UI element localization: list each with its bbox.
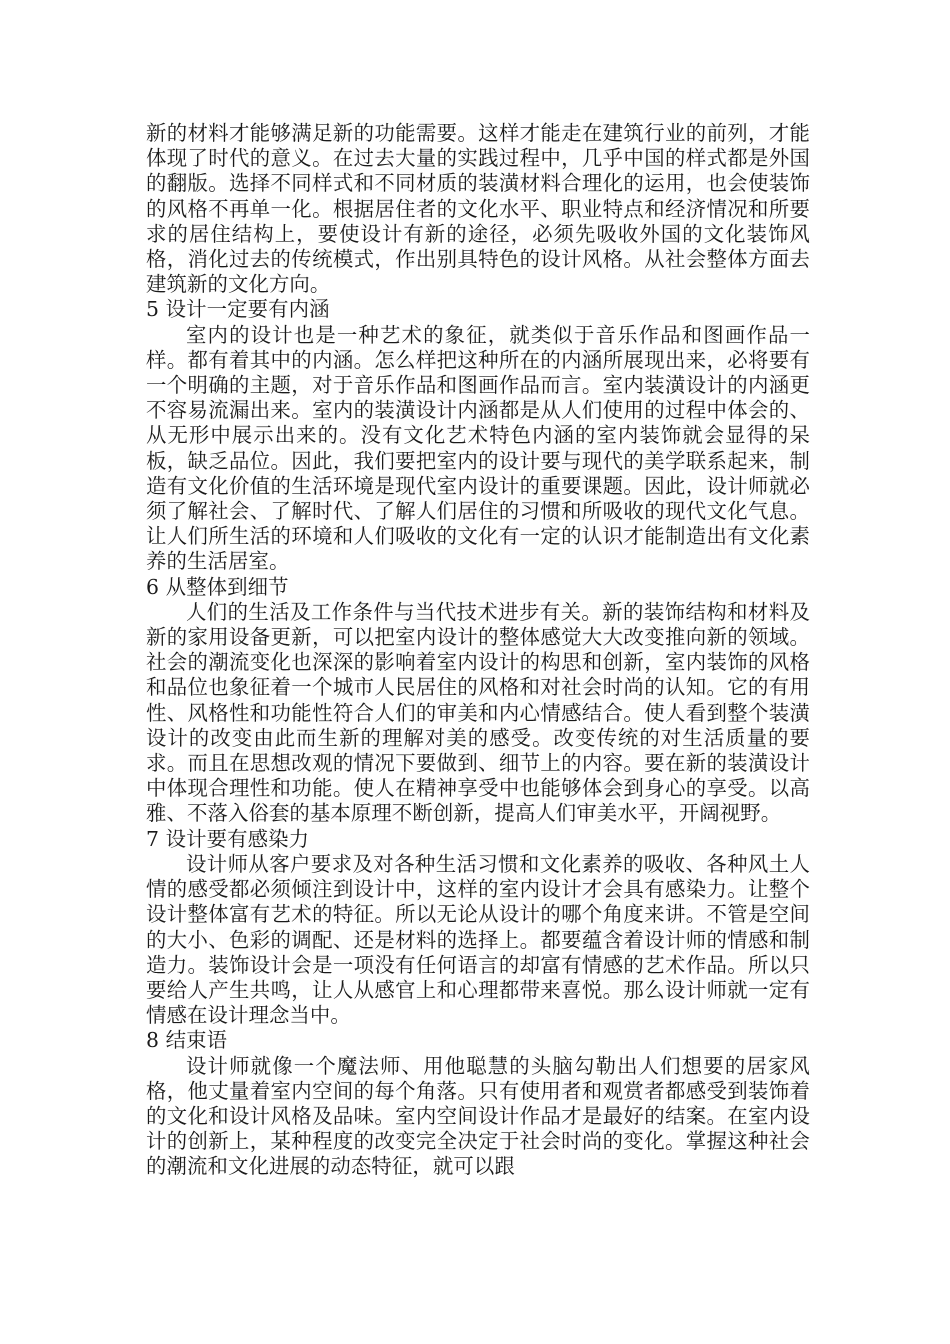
body-paragraph: 人们的生活及工作条件与当代技术进步有关。新的装饰结构和材料及新的家用设备更新，可以把室内设计的整体感觉大大改变推向新的领域。社会的潮流变化也深深的影响着室内设计的构思和创新，室内装饰的风格和品位也象征着一个城市人民居住的风格和对社会时尚的认知。它的有用性、风格性和功能性符合人们的审美和内心情感结合。使人看到整个装潢设计的改变由此而生新的理解对美的感受。改变传统的对生活质量的要求。而且在思想改观的情况下要做到、细节上的内容。要在新的装潢设计中体现合理性和功能。使人在精神享受中也能够体会到身心的享受。以高雅、不落入俗套的基本原理不断创新，提高人们审美水平，开阔视野。 <box>146 599 810 826</box>
body-paragraph: 室内的设计也是一种艺术的象征，就类似于音乐作品和图画作品一样。都有着其中的内涵。怎么样把这种所在的内涵所展现出来，必将要有一个明确的主题，对于音乐作品和图画作品而言。室内装潢设计的内涵更不容易流漏出来。室内的装潢设计内涵都是从人们使用的过程中体会的、从无形中展示出来的。没有文化艺术特色内涵的室内装饰就会显得的呆板，缺乏品位。因此，我们要把室内的设计要与现代的美学联系起来，制造有文化价值的生活环境是现代室内设计的重要课题。因此，设计师就必须了解社会、了解时代、了解人们居住的习惯和所吸收的现代文化气息。让人们所生活的环境和人们吸收的文化有一定的认识才能制造出有文化素养的生活居室。 <box>146 322 810 574</box>
body-paragraph: 设计师从客户要求及对各种生活习惯和文化素养的吸收、各种风土人情的感受都必须倾注到设计中，这样的室内设计才会具有感染力。让整个设计整体富有艺术的特征。所以无论从设计的哪个角度来讲。不管是空间的大小、色彩的调配、还是材料的选择上。都要蕴含着设计师的情感和制造力。装饰设计会是一项没有任何语言的却富有情感的艺术作品。所以只要给人产生共鸣，让人从感官上和心理都带来喜悦。那么设计师就一定有情感在设计理念当中。 <box>146 851 810 1028</box>
body-paragraph: 设计师就像一个魔法师、用他聪慧的头脑勾勒出人们想要的居家风格，他丈量着室内空间的每个角落。只有使用者和观赏者都感受到装饰着的文化和设计风格及品味。室内空间设计作品才是最好的结案。在室内设计的创新上，某种程度的改变完全决定于社会时尚的变化。掌握这种社会的潮流和文化进展的动态特征，就可以跟 <box>146 1053 810 1179</box>
section-heading: 7 设计要有感染力 <box>146 826 310 851</box>
document-body <box>146 121 810 1180</box>
section-heading: 8 结束语 <box>146 1028 228 1053</box>
section-heading: 6 从整体到细节 <box>146 574 289 599</box>
section-heading: 5 设计一定要有内涵 <box>146 297 330 322</box>
body-paragraph: 新的材料才能够满足新的功能需要。这样才能走在建筑行业的前列，才能体现了时代的意义。在过去大量的实践过程中，几乎中国的样式都是外国的翻版。选择不同样式和不同材质的装潢材料合理化的运用，也会使装饰的风格不再单一化。根据居住者的文化水平、职业特点和经济情况和所要求的居住结构上，要使设计有新的途径，必须先吸收外国的文化装饰风格，消化过去的传统模式，作出别具特色的设计风格。从社会整体方面去建筑新的文化方向。 <box>146 121 810 297</box>
